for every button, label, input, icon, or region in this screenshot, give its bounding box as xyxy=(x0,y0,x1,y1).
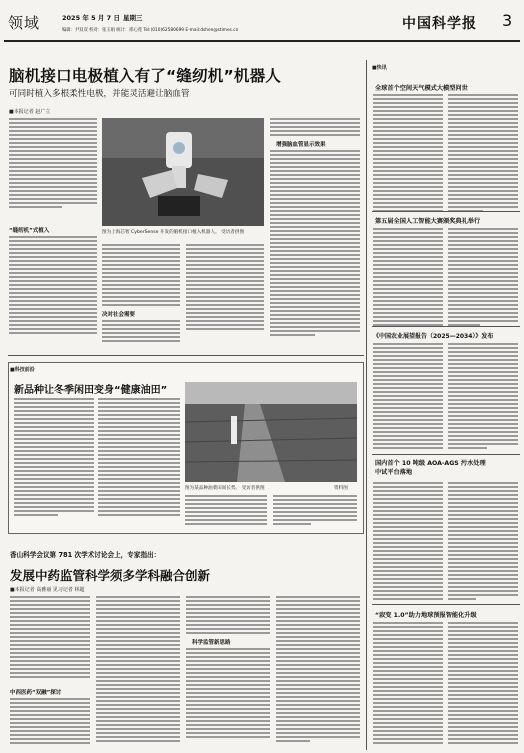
lead-headline: 脑机接口电极植入有了“缝纫机”机器人 xyxy=(9,67,281,85)
bottom-body-col2 xyxy=(96,596,180,744)
feature-body-col2 xyxy=(98,398,180,518)
section-name: 领域 xyxy=(8,14,41,32)
lead-subheadline: 可同时植入多根柔性电极，并能灵活避让脑血管 xyxy=(9,89,190,99)
bottom-body-col1b xyxy=(10,698,90,746)
sidebar-item-4-title: 国内首个 10 吨级 AOA-AGS 污水处理中试平台落地 xyxy=(375,460,486,476)
sidebar-item-4-body-b xyxy=(448,482,518,602)
lead-body-col4 xyxy=(270,118,360,138)
sidebar-item-4-body xyxy=(373,482,443,602)
sidebar-item-1-title: 全球首个空间天气模式大模型问世 xyxy=(375,85,468,92)
feature-photo-caption: 图为某品种油菜田间长势。 受访者供图 xyxy=(185,486,265,491)
bottom-headline: 发展中药监管科学须多学科融合创新 xyxy=(10,568,211,583)
lead-body-col4b xyxy=(270,150,360,338)
lead-body-col1b xyxy=(9,236,97,336)
feature-photo-field xyxy=(185,382,357,482)
lead-byline: ■本报记者 赵广立 xyxy=(9,109,51,115)
feature-kicker: ■科技前沿 xyxy=(10,367,35,373)
lead-body-col3 xyxy=(186,244,264,332)
lead-subhead-1: “缝纫机”式植入 xyxy=(9,228,50,234)
lead-photo-caption: 图为上海芯智 CyberSense 开发的脑机接口植入机器人。 受访者供图 xyxy=(102,230,245,235)
feature-body-col3 xyxy=(185,495,267,527)
lead-photo-robot xyxy=(102,118,264,226)
bottom-subhead-1: 中西医药“双融”探讨 xyxy=(10,690,62,696)
sidebar-item-2-title: 第五届全国人工智能大赛颁奖典礼举行 xyxy=(375,218,481,225)
masthead xyxy=(0,0,524,44)
lead-subhead-3: 决对社会需要 xyxy=(102,312,136,318)
feature-body-col1 xyxy=(14,398,94,518)
lead-body-col1 xyxy=(9,118,97,210)
feature-photo-credit: 资料图 xyxy=(334,486,348,491)
sidebar-item-1-body-b xyxy=(448,94,518,214)
page-number: 3 xyxy=(502,11,513,30)
feature-headline: 新品种让冬季闲田变身“健康油田” xyxy=(14,385,168,396)
bottom-body-col3 xyxy=(186,596,270,636)
sidebar-item-3-title: 《中国农业展望报告（2025—2034）》发布 xyxy=(373,333,494,340)
lead-body-col2 xyxy=(102,244,180,308)
bottom-byline: ■本报记者 高雅丽 见习记者 林超 xyxy=(10,587,85,593)
feature-body-col4 xyxy=(273,495,357,527)
editor-line: 编辑：尹双双 校对：张玉娟 统计：邢心莲 Tel:(010)62580699 E-mail:dshen@stimes.cn xyxy=(62,28,239,33)
sidebar-item-5-title: “寂变 1.0”助力地球预报智能化升级 xyxy=(375,612,477,619)
sidebar-item-2-body-b xyxy=(448,228,518,328)
bottom-kicker: 香山科学会议第 781 次学术讨论会上，专家指出： xyxy=(10,551,161,559)
sidebar-item-1-body xyxy=(373,94,443,214)
lead-subhead-2: 增强脑血管显示效果 xyxy=(276,142,326,148)
bottom-body-col3b xyxy=(186,648,270,740)
publish-weekday: 星期三 xyxy=(123,14,143,22)
sidebar-kicker: ■快讯 xyxy=(372,65,387,71)
publish-date: 2025 年 5 月 7 日 xyxy=(62,14,120,22)
sidebar-item-5-body xyxy=(373,622,443,746)
sidebar-item-5-body-b xyxy=(448,622,518,746)
sidebar-item-2-body xyxy=(373,228,443,328)
newspaper-logo: 中国科学报 xyxy=(402,16,477,32)
bottom-subhead-2: 科学监管新思路 xyxy=(192,640,231,646)
sidebar-item-3-body xyxy=(373,343,443,451)
lead-body-col2b xyxy=(102,320,180,344)
sidebar-item-3-body-b xyxy=(448,343,518,451)
bottom-body-col4 xyxy=(276,596,360,744)
bottom-body-col1 xyxy=(10,596,90,680)
